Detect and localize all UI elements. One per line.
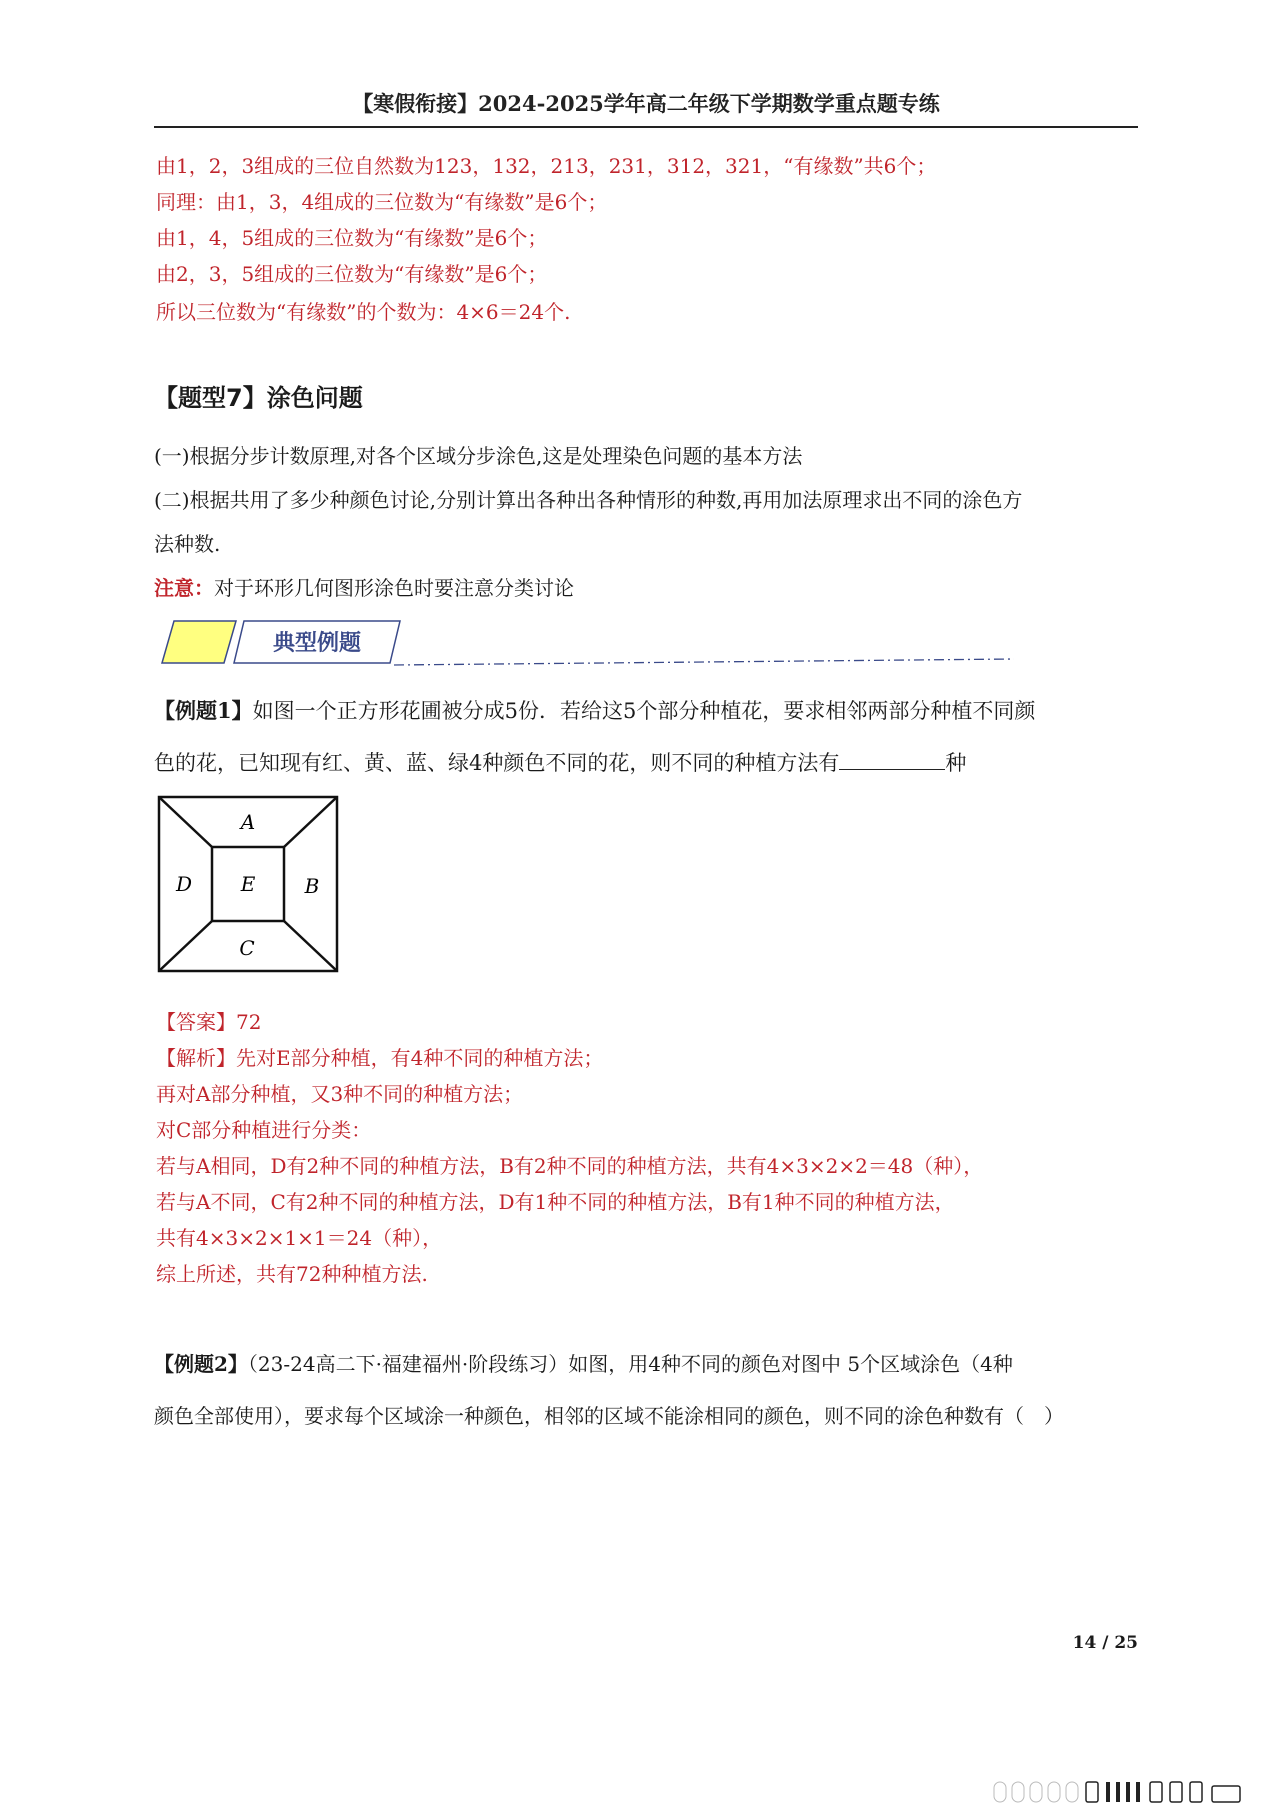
diagonal-tr (284, 797, 337, 847)
diagonal-bl (159, 921, 212, 971)
solution-line-5: 所以三位数为“有缘数”的个数为：4×6＝24个. (156, 300, 571, 324)
analysis-line-3: 对C部分种植进行分类： (156, 1118, 372, 1142)
analysis-line-4: 若与A相同，D有2种不同的种植方法，B有2种不同的种植方法，共有4×3×2×2＝48（种）， (156, 1154, 984, 1178)
banner-dashed-line (394, 659, 1014, 665)
answer-blank (839, 749, 945, 770)
example1-text-1: 如图一个正方形花圃被分成5份．若给这5个部分种植花，要求相邻两部分种植不同颜 (252, 699, 1036, 723)
region-label-b: B (304, 874, 320, 898)
region-label-e: E (240, 872, 256, 896)
note-label: 注意： (154, 576, 214, 600)
analysis-line-1 (156, 1042, 603, 1071)
answer-line (156, 1006, 261, 1035)
page-header: 【寒假衔接】2024-2025学年高二年级下学期数学重点题专练 (352, 91, 940, 116)
solution-line-3: 由1，4，5组成的三位数为“有缘数”是6个； (156, 226, 548, 250)
bar-chart-icon (990, 1778, 1250, 1806)
garden-figure (157, 795, 343, 975)
analysis-line-5: 若与A不同，C有2种不同的种植方法，D有1种不同的种植方法，B有1种不同的种植方法， (156, 1190, 955, 1214)
answer-label: 【答案】 (156, 1010, 236, 1034)
example-banner (154, 615, 1014, 673)
method-2-line-2: 法种数. (154, 532, 221, 556)
solution-line-2: 同理：由1，3，4组成的三位数为“有缘数”是6个； (156, 190, 608, 214)
analysis-label: 【解析】 (156, 1046, 236, 1070)
diagonal-br (284, 921, 337, 971)
answer-value: 72 (236, 1010, 262, 1034)
method-1: (一)根据分步计数原理,对各个区域分步涂色,这是处理染色问题的基本方法 (154, 444, 803, 468)
header-rule (154, 126, 1138, 128)
analysis-line-6: 共有4×3×2×1×1＝24（种）， (156, 1226, 443, 1250)
section-title: 【题型7】涂色问题 (154, 384, 363, 412)
banner-label: 典型例题 (272, 631, 362, 656)
note-text: 对于环形几何图形涂色时要注意分类讨论 (214, 576, 574, 600)
example1-line-1 (154, 695, 1035, 725)
diagonal-tl (159, 797, 212, 847)
solution-line-1: 由1，2，3组成的三位自然数为123，132，213，231，312，321，“有缘数”共6个； (156, 154, 937, 178)
solution-line-4: 由2，3，5组成的三位数为“有缘数”是6个； (156, 262, 548, 286)
method-2-line-1: (二)根据共用了多少种颜色讨论,分别计算出各种出各种情形的种数,再用加法原理求出不同的涂色方 (154, 488, 1023, 512)
page-number: 14 / 25 (1072, 1633, 1138, 1653)
example2-line-2: 颜色全部使用），要求每个区域涂一种颜色，相邻的区域不能涂相同的颜色，则不同的涂色种数有（ ） (154, 1404, 1064, 1428)
banner-yellow-block (162, 621, 236, 663)
analysis-line-7: 综上所述，共有72种种植方法. (156, 1262, 428, 1286)
example2-label: 【例题2】 (154, 1352, 248, 1376)
example1-label: 【例题1】 (154, 698, 253, 723)
example2-line-1 (154, 1348, 1013, 1377)
region-label-c: C (239, 936, 255, 960)
note (154, 572, 574, 601)
region-label-a: A (240, 810, 256, 834)
example2-text-1: （23-24高二下·福建福州·阶段练习）如图，用4种不同的颜色对图中 5个区域涂色（4种 (247, 1352, 1013, 1376)
example1-suffix: 种 (945, 751, 967, 775)
example1-line-2 (154, 747, 966, 777)
example1-text-2: 色的花，已知现有红、黄、蓝、绿4种颜色不同的花，则不同的种植方法有 (154, 751, 840, 775)
region-label-d: D (175, 872, 193, 896)
analysis-line-2: 再对A部分种植，又3种不同的种植方法； (156, 1082, 524, 1106)
analysis-text-1: 先对E部分种植，有4种不同的种植方法； (236, 1046, 604, 1070)
